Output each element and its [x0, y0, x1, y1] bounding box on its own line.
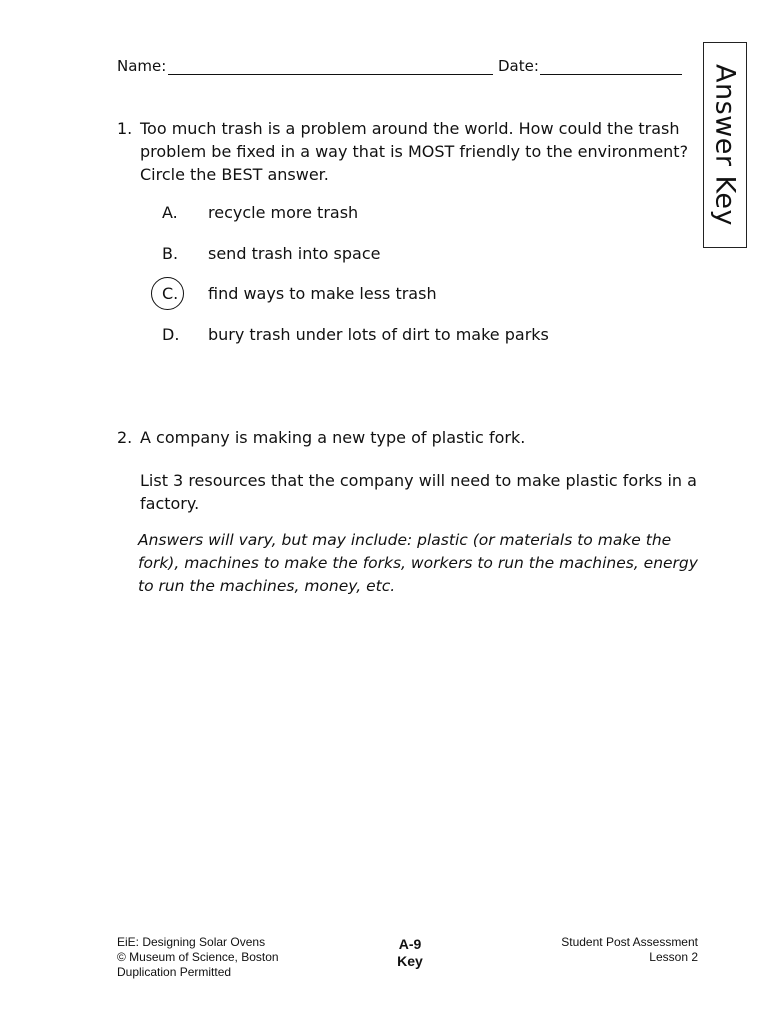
option-b-letter: B.: [162, 244, 179, 263]
question-2-prompt-line-2: factory.: [140, 494, 200, 513]
answer-key-label: Answer Key: [709, 64, 741, 226]
question-2-answer-line-1: Answers will vary, but may include: plastic (or materials to make the: [138, 531, 672, 549]
answer-key-box: [703, 42, 747, 248]
option-a-letter: A.: [162, 203, 178, 222]
option-d-text: bury trash under lots of dirt to make parks: [208, 325, 549, 344]
option-c-text: find ways to make less trash: [208, 284, 437, 303]
option-c-letter: C.: [162, 284, 179, 303]
footer-course-title: EiE: Designing Solar Ovens: [117, 935, 266, 949]
question-2-prompt: [140, 469, 700, 515]
date-line: [540, 74, 682, 75]
footer-copyright: © Museum of Science, Boston: [117, 950, 279, 964]
question-2-answer-line-2: fork), machines to make the forks, workers to run the machines, energy: [138, 554, 698, 572]
question-2-text: A company is making a new type of plastic fork.: [140, 428, 526, 447]
date-label: Date:: [498, 57, 539, 75]
question-1-number: 1.: [117, 119, 133, 138]
footer-lesson: Lesson 2: [649, 950, 698, 964]
option-b-text: send trash into space: [208, 244, 381, 263]
footer-right: [520, 935, 698, 965]
question-1-line-3: Circle the BEST answer.: [140, 165, 329, 184]
option-a-text: recycle more trash: [208, 203, 359, 222]
question-2-number: 2.: [117, 428, 133, 447]
footer-left: [117, 935, 279, 980]
page-number: A-9: [398, 936, 422, 952]
name-line: [168, 74, 493, 75]
question-2-answer-line-3: to run the machines, money, etc.: [138, 577, 396, 595]
question-2-prompt-line-1: List 3 resources that the company will need to make plastic forks in a: [140, 471, 697, 490]
question-1-line-1: Too much trash is a problem around the world. How could the trash: [140, 119, 680, 138]
question-1-line-2: problem be fixed in a way that is MOST friendly to the environment?: [140, 142, 689, 161]
footer-center: [380, 936, 440, 970]
name-label: Name:: [117, 57, 167, 75]
question-2-answer: [138, 529, 708, 598]
footer-duplication: Duplication Permitted: [117, 965, 232, 979]
question-1-text: [140, 117, 700, 186]
footer-assessment: Student Post Assessment: [561, 935, 698, 949]
page-key-label: Key: [397, 953, 423, 969]
option-d-letter: D.: [162, 325, 180, 344]
